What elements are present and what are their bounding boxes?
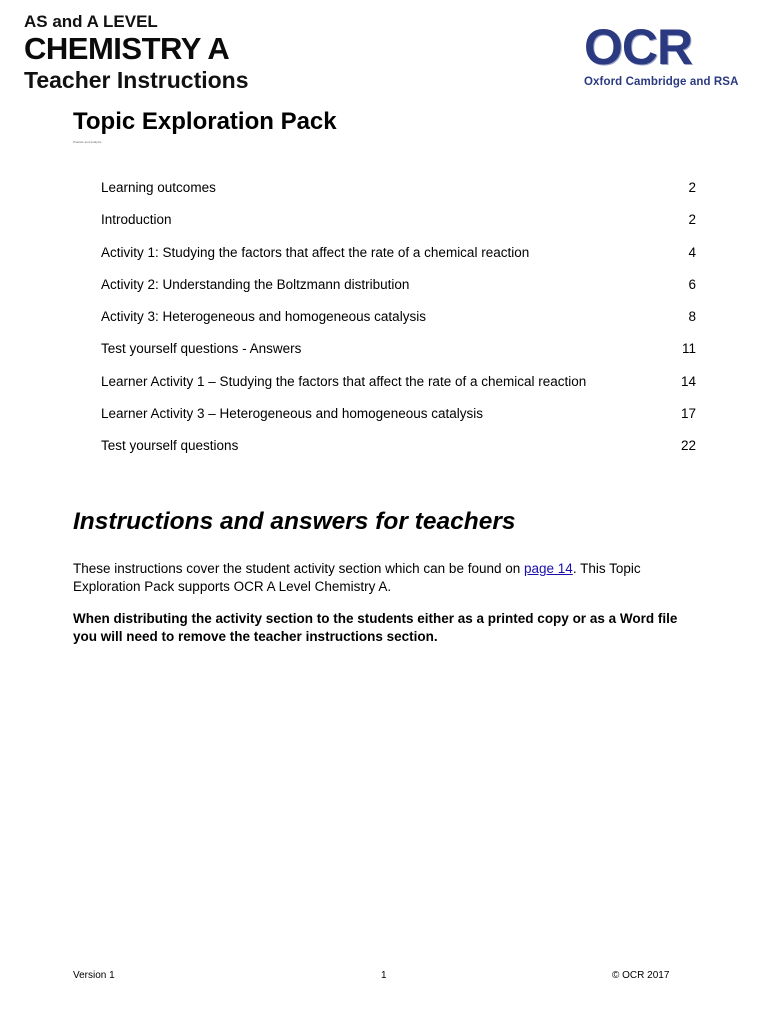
ocr-logo-text: OCR bbox=[584, 19, 693, 75]
footer-version: Version 1 bbox=[73, 970, 115, 981]
instructions-text-before: These instructions cover the student activity section which can be found on bbox=[73, 561, 524, 576]
subject-title: CHEMISTRY A bbox=[24, 31, 230, 66]
toc-entry-page: 4 bbox=[688, 244, 696, 260]
toc-entry[interactable] bbox=[101, 243, 696, 275]
document-header bbox=[24, 12, 249, 94]
toc-entry-label: Activity 2: Understanding the Boltzmann distribution bbox=[101, 276, 410, 292]
table-of-contents bbox=[101, 178, 696, 469]
toc-entry-label: Introduction bbox=[101, 212, 172, 228]
toc-entry[interactable] bbox=[101, 436, 696, 468]
toc-entry-page: 2 bbox=[688, 212, 696, 228]
pack-title: Topic Exploration Pack bbox=[73, 108, 337, 135]
toc-entry-page: 14 bbox=[680, 373, 696, 389]
toc-entry-label: Learner Activity 3 – Heterogeneous and homogeneous catalysis bbox=[101, 406, 483, 422]
toc-entry[interactable] bbox=[101, 307, 696, 339]
toc-entry-label: Test yourself questions - Answers bbox=[101, 341, 302, 357]
series-label: AS and A LEVEL bbox=[24, 12, 158, 31]
toc-entry-page: 8 bbox=[688, 309, 696, 325]
instructions-text-after: . This Topic Exploration Pack supports OCR A Level Chemistry A. bbox=[73, 561, 641, 594]
toc-entry[interactable] bbox=[101, 275, 696, 307]
instructions-paragraph bbox=[73, 560, 693, 596]
toc-entry-page: 17 bbox=[680, 406, 696, 422]
ocr-logo bbox=[584, 19, 748, 90]
toc-entry-page: 11 bbox=[681, 341, 696, 357]
instructions-heading: Instructions and answers for teachers bbox=[73, 508, 516, 535]
toc-entry-label: Learning outcomes bbox=[101, 180, 216, 195]
document-type: Teacher Instructions bbox=[24, 67, 249, 93]
toc-entry-label: Test yourself questions bbox=[101, 438, 239, 454]
toc-entry[interactable] bbox=[101, 339, 696, 371]
toc-entry[interactable] bbox=[101, 404, 696, 436]
footer-page-number: 1 bbox=[381, 970, 387, 981]
distribution-note: When distributing the activity section to the students either as a printed copy or as a Word file you will need to remove the teacher instructions section. bbox=[73, 611, 678, 644]
toc-entry-page: 6 bbox=[688, 276, 696, 292]
toc-entry-page: 2 bbox=[688, 180, 696, 195]
toc-entry-page: 22 bbox=[680, 438, 696, 454]
toc-entry[interactable] bbox=[101, 178, 696, 210]
toc-entry[interactable] bbox=[101, 372, 696, 404]
footer-copyright: © OCR 2017 bbox=[612, 970, 670, 981]
toc-entry-label: Activity 1: Studying the factors that affect the rate of a chemical reaction bbox=[101, 244, 530, 260]
toc-entry-label: Activity 3: Heterogeneous and homogeneous catalysis bbox=[101, 309, 426, 325]
page-14-link[interactable]: page 14 bbox=[524, 561, 573, 576]
toc-entry-label: Learner Activity 1 – Studying the factors that affect the rate of a chemical reaction bbox=[101, 373, 587, 389]
pack-subtitle: Practice and analysis bbox=[73, 140, 102, 144]
toc-entry[interactable] bbox=[101, 210, 696, 242]
ocr-logo-subtitle: Oxford Cambridge and RSA bbox=[584, 76, 739, 88]
